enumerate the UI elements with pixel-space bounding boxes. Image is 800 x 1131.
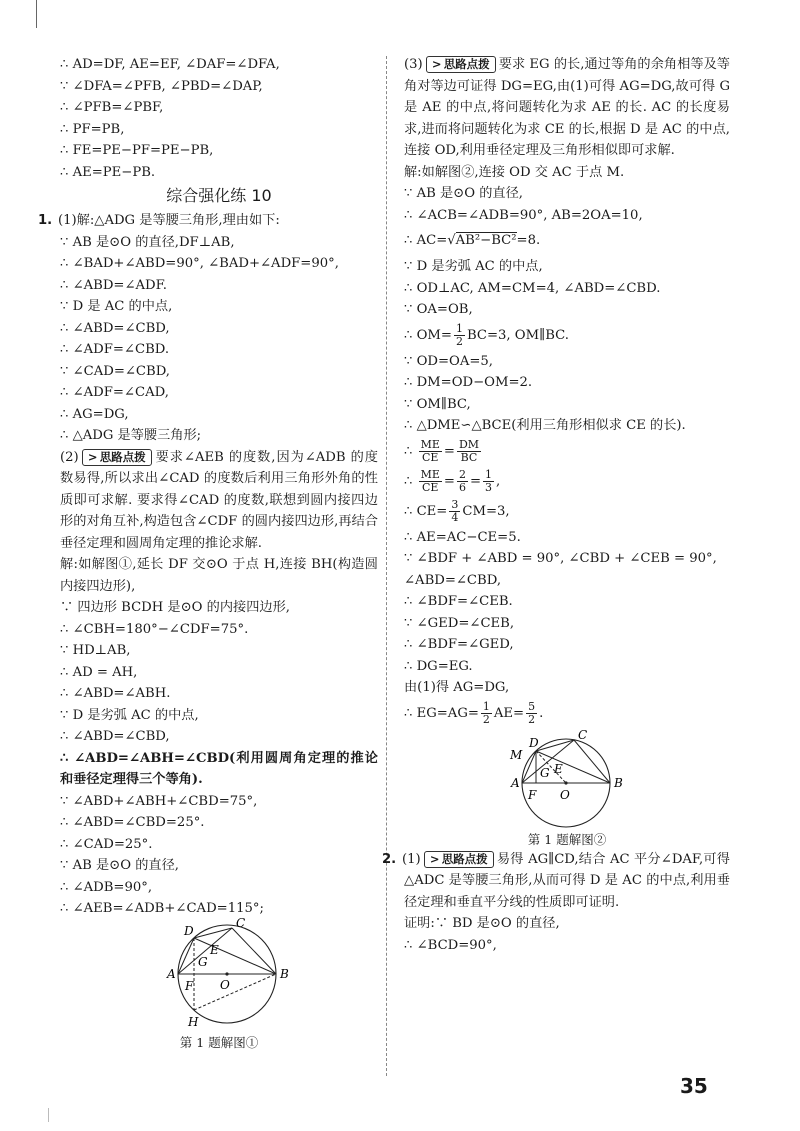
text-line: ∵ D 是 AC 的中点, bbox=[60, 299, 173, 314]
denominator: BC bbox=[460, 450, 478, 464]
text-line: 解:如解图②,连接 OD 交 AC 于点 M. bbox=[404, 164, 625, 180]
label-c: C bbox=[236, 915, 246, 930]
label-g: G bbox=[540, 765, 550, 780]
fraction bbox=[419, 439, 442, 464]
fraction bbox=[454, 323, 465, 348]
equation-lead: ∴ bbox=[404, 443, 413, 459]
text-line: ∴ ∠CBH=180°−∠CDF=75°. bbox=[60, 621, 249, 637]
text-line: ∵ ∠ABD+∠ABH+∠CBD=75°, bbox=[60, 793, 258, 809]
fraction bbox=[457, 469, 468, 494]
numerator: 1 bbox=[482, 699, 490, 713]
center-point bbox=[225, 972, 228, 975]
question-1-part-1 bbox=[38, 210, 378, 447]
text-line: ∵ OM∥BC, bbox=[404, 396, 471, 412]
text-line: ∴ ∠ABD=∠ADF. bbox=[60, 277, 167, 293]
center-point bbox=[564, 781, 567, 784]
question-1-part-2-solution bbox=[60, 554, 378, 920]
fraction bbox=[449, 499, 460, 524]
text-line: ∴ ∠ACB=∠ADB=90°, AB=2OA=10, bbox=[404, 207, 643, 223]
text-line: ∵ ∠DFA=∠PFB, ∠PBD=∠DAP, bbox=[60, 78, 263, 94]
page-number: 35 bbox=[680, 1074, 708, 1098]
denominator: 4 bbox=[451, 510, 459, 524]
ratio-equation-1: ∴ $\frac{ME}{CE}$ = $\frac{DM}{BC}$ bbox=[404, 437, 480, 464]
hint-badge-label: 思路点拨 bbox=[99, 449, 146, 464]
denominator: 6 bbox=[458, 480, 466, 494]
equation-lead: ∴ CE= bbox=[404, 503, 448, 519]
right-column bbox=[382, 54, 730, 956]
part-label: (3) bbox=[404, 57, 423, 72]
text-line: ∵ AB 是⊙O 的直径, bbox=[60, 858, 179, 873]
text-line: ∴ ∠ABD=∠CBD=25°. bbox=[60, 815, 205, 830]
text-line: ∴ ∠BDF=∠GED, bbox=[404, 637, 514, 652]
text-line: ∴ PF=PB, bbox=[60, 121, 125, 137]
figure-1 bbox=[60, 915, 378, 1052]
text-line: ∵ D 是劣弧 AC 的中点, bbox=[60, 707, 199, 723]
text-line: ∵ ∠GED=∠CEB, bbox=[404, 615, 515, 631]
text-line: (1)解:△ADG 是等腰三角形,理由如下: bbox=[58, 213, 280, 228]
label-d: D bbox=[184, 923, 194, 938]
ratio-equation-2: ∴ $\frac{ME}{CE}$ = $\frac{2}{6}$ = $\frac{1}{3}$ , bbox=[404, 467, 501, 494]
part-label: (2) bbox=[60, 449, 79, 465]
sqrt-content: AB²−BC² bbox=[455, 233, 517, 248]
text-line: ∴ ∠ABD=∠ABH=∠CBD(利用圆周角定理的推论和垂径定理得三个等角). bbox=[60, 750, 378, 787]
text-line: 证明:∵ BD 是⊙O 的直径, bbox=[404, 916, 560, 931]
equation-rhs: =8. bbox=[516, 233, 541, 248]
ce-equation bbox=[404, 497, 730, 527]
numerator: 5 bbox=[528, 699, 536, 713]
segment-hb bbox=[194, 974, 276, 1010]
question-2-hint bbox=[382, 849, 730, 914]
equation-lhs: ∴ AC= bbox=[404, 233, 448, 248]
label-e: E bbox=[554, 761, 563, 776]
label-a: A bbox=[167, 966, 176, 981]
chevron-right-icon: > bbox=[87, 449, 98, 464]
denominator: 3 bbox=[485, 480, 493, 494]
part-label: (1) bbox=[402, 851, 421, 867]
text-line: ∴ AE=PE−PB. bbox=[60, 164, 156, 180]
om-equation bbox=[404, 321, 730, 351]
scan-mark bbox=[48, 1108, 49, 1122]
column-divider bbox=[386, 56, 387, 1076]
fraction bbox=[481, 701, 492, 726]
text-line: ∵ D 是劣弧 AC 的中点, bbox=[404, 259, 543, 274]
numerator: 2 bbox=[458, 467, 466, 481]
ac-equation bbox=[404, 226, 730, 256]
text-line: ∠ABD=∠CBD, bbox=[404, 572, 502, 588]
hint-text: 要求 EG 的长,通过等角的余角相等及等角对等边可证得 DG=EG,由(1)可得 AG=DG,故可得 G 是 AE 的中点,将问题转化为求 AE 的长. AC 的长度易求,进而将问题转化为求 CE 的长,根据 D 是 AC 的中点,连接 OD,利用垂径定理及三角形相似即可求解. bbox=[404, 57, 730, 158]
label-f: F bbox=[528, 787, 537, 802]
text-line: ∴ AD = AH, bbox=[60, 664, 138, 680]
numerator: 1 bbox=[455, 321, 463, 335]
segment-ad bbox=[522, 751, 536, 783]
equation-lead: ∴ bbox=[404, 473, 413, 489]
text-line: ∵ ∠BDF + ∠ABD = 90°, ∠CBD + ∠CEB = 90°, bbox=[404, 551, 717, 566]
scan-mark bbox=[36, 0, 37, 28]
text-line: ∴ DM=OD−OM=2. bbox=[404, 375, 533, 390]
denominator: 2 bbox=[528, 712, 536, 726]
label-d: D bbox=[529, 735, 539, 750]
label-c: C bbox=[578, 727, 588, 742]
eg-equation bbox=[404, 699, 730, 729]
fraction bbox=[419, 469, 442, 494]
text-line: ∴ ∠ADF=∠CBD. bbox=[60, 342, 170, 357]
denominator: 2 bbox=[455, 334, 463, 348]
left-column bbox=[38, 54, 378, 1052]
equation-lhs: ∴ OM= bbox=[404, 327, 452, 343]
hint-badge bbox=[426, 56, 496, 73]
label-e: E bbox=[210, 942, 219, 957]
question-number: 1. bbox=[38, 213, 53, 228]
text-line: 解:如解图①,延长 DF 交⊙O 于点 H,连接 BH(构造圆内接四边形), bbox=[60, 557, 378, 594]
label-h: H bbox=[188, 1014, 199, 1029]
label-o: O bbox=[220, 977, 230, 992]
text-line: ∴ AD=DF, AE=EF, ∠DAF=∠DFA, bbox=[60, 57, 280, 72]
text-line: ∴ ∠ABD=∠CBD, bbox=[60, 729, 170, 744]
text-line: ∴ △ADG 是等腰三角形; bbox=[60, 428, 202, 443]
figure-caption: 第 1 题解图① bbox=[179, 1034, 259, 1050]
text-line: ∴ △DME∽△BCE(利用三角形相似求 CE 的长). bbox=[404, 418, 686, 433]
text-line: ∵ HD⊥AB, bbox=[60, 643, 131, 658]
label-b: B bbox=[280, 966, 289, 981]
equation-mid: AE= bbox=[493, 705, 525, 721]
text-line: ∵ OD=OA=5, bbox=[404, 353, 493, 369]
geometry-figure-2 bbox=[404, 727, 730, 831]
text-line: ∴ ∠PFB=∠PBF, bbox=[60, 100, 164, 115]
text-line: ∵ 四边形 BCDH 是⊙O 的内接四边形, bbox=[60, 600, 290, 615]
segment-dc bbox=[536, 740, 574, 751]
text-line: ∴ ∠ABD=∠CBD, bbox=[60, 320, 170, 336]
text-line: ∴ ∠BAD+∠ABD=90°, ∠BAD+∠ADF=90°, bbox=[60, 256, 339, 271]
text-line: 由(1)得 AG=DG, bbox=[404, 680, 510, 695]
text-line: ∴ ∠BCD=90°, bbox=[404, 937, 497, 953]
hint-text: 要求∠AEB 的度数,因为∠ADB 的度数易得,所以求出∠CAD 的度数后利用三角形外角的性质即可求解. 要求得∠CAD 的度数,联想到圆内接四边形的对角互补,构造包含∠CDF 的圆内接四边形,再结合垂径定理和圆周角定理的推论求解. bbox=[60, 449, 378, 551]
text-line: ∴ ∠ADF=∠CAD, bbox=[60, 385, 169, 400]
numerator: 3 bbox=[451, 497, 459, 511]
numerator: DM bbox=[458, 437, 480, 451]
equation-tail: CM=3, bbox=[462, 503, 510, 519]
text-line: ∴ FE=PE−PF=PE−PB, bbox=[60, 143, 214, 158]
equation-tail: , bbox=[496, 473, 501, 489]
equation-rhs: BC=3, OM∥BC. bbox=[466, 327, 569, 343]
text-line: ∴ AG=DG, bbox=[60, 406, 129, 422]
numerator: ME bbox=[420, 467, 440, 481]
hint-badge-label: 思路点拨 bbox=[441, 851, 488, 866]
equation-tail: . bbox=[539, 705, 544, 721]
segment-ad bbox=[178, 938, 194, 974]
denominator: CE bbox=[422, 480, 439, 494]
text-line: ∴ ∠ABD=∠ABH. bbox=[60, 686, 171, 701]
sqrt-icon: √ bbox=[447, 233, 456, 248]
question-1-part-2-hint bbox=[60, 447, 378, 555]
question-1-part-3-hint bbox=[404, 54, 730, 162]
denominator: CE bbox=[422, 450, 439, 464]
geometry-figure-1 bbox=[60, 915, 378, 1034]
text-line: ∴ ∠AEB=∠ADB+∠CAD=115°; bbox=[60, 901, 264, 916]
text-line: ∴ ∠ADB=90°, bbox=[60, 879, 153, 895]
text-line: ∵ AB 是⊙O 的直径, bbox=[404, 186, 523, 201]
segment-cb bbox=[232, 928, 276, 974]
intro-block bbox=[60, 54, 378, 183]
text-line: ∴ AE=AC−CE=5. bbox=[404, 529, 521, 545]
text-line: ∴ ∠BDF=∠CEB. bbox=[404, 594, 513, 609]
fraction bbox=[483, 469, 494, 494]
denominator: 2 bbox=[482, 712, 490, 726]
figure-caption: 第 1 题解图② bbox=[527, 831, 607, 847]
text-line: ∵ ∠CAD=∠CBD, bbox=[60, 363, 170, 379]
text-line: ∴ ∠CAD=25°. bbox=[60, 836, 153, 852]
numerator: ME bbox=[420, 437, 440, 451]
label-m: M bbox=[510, 747, 523, 762]
fraction bbox=[526, 701, 537, 726]
label-b: B bbox=[614, 775, 623, 790]
equation-lead: ∴ EG=AG= bbox=[404, 705, 479, 721]
question-number: 2. bbox=[382, 851, 397, 867]
hint-badge-label: 思路点拨 bbox=[443, 57, 490, 71]
fraction bbox=[457, 439, 481, 464]
figure-2 bbox=[404, 727, 730, 849]
chevron-right-icon: > bbox=[431, 57, 442, 71]
label-a: A bbox=[511, 775, 520, 790]
hint-badge bbox=[82, 449, 152, 466]
hint-badge bbox=[424, 851, 494, 868]
label-g: G bbox=[198, 954, 208, 969]
label-f: F bbox=[185, 978, 194, 993]
numerator: 1 bbox=[485, 467, 493, 481]
chevron-right-icon: > bbox=[429, 851, 440, 866]
section-title: 综合强化练 10 bbox=[166, 186, 272, 205]
text-line: ∴ DG=EG. bbox=[404, 658, 473, 674]
label-o: O bbox=[560, 787, 570, 802]
text-line: ∴ OD⊥AC, AM=CM=4, ∠ABD=∠CBD. bbox=[404, 280, 661, 296]
text-line: ∵ OA=OB, bbox=[404, 302, 473, 317]
text-line: ∵ AB 是⊙O 的直径,DF⊥AB, bbox=[60, 234, 235, 250]
hint-text: 易得 AG∥CD,结合 AC 平分∠DAF,可得△ADC 是等腰三角形,从而可得 D 是 AC 的中点,利用垂径定理和垂直平分线的性质即可证明. bbox=[404, 851, 730, 910]
